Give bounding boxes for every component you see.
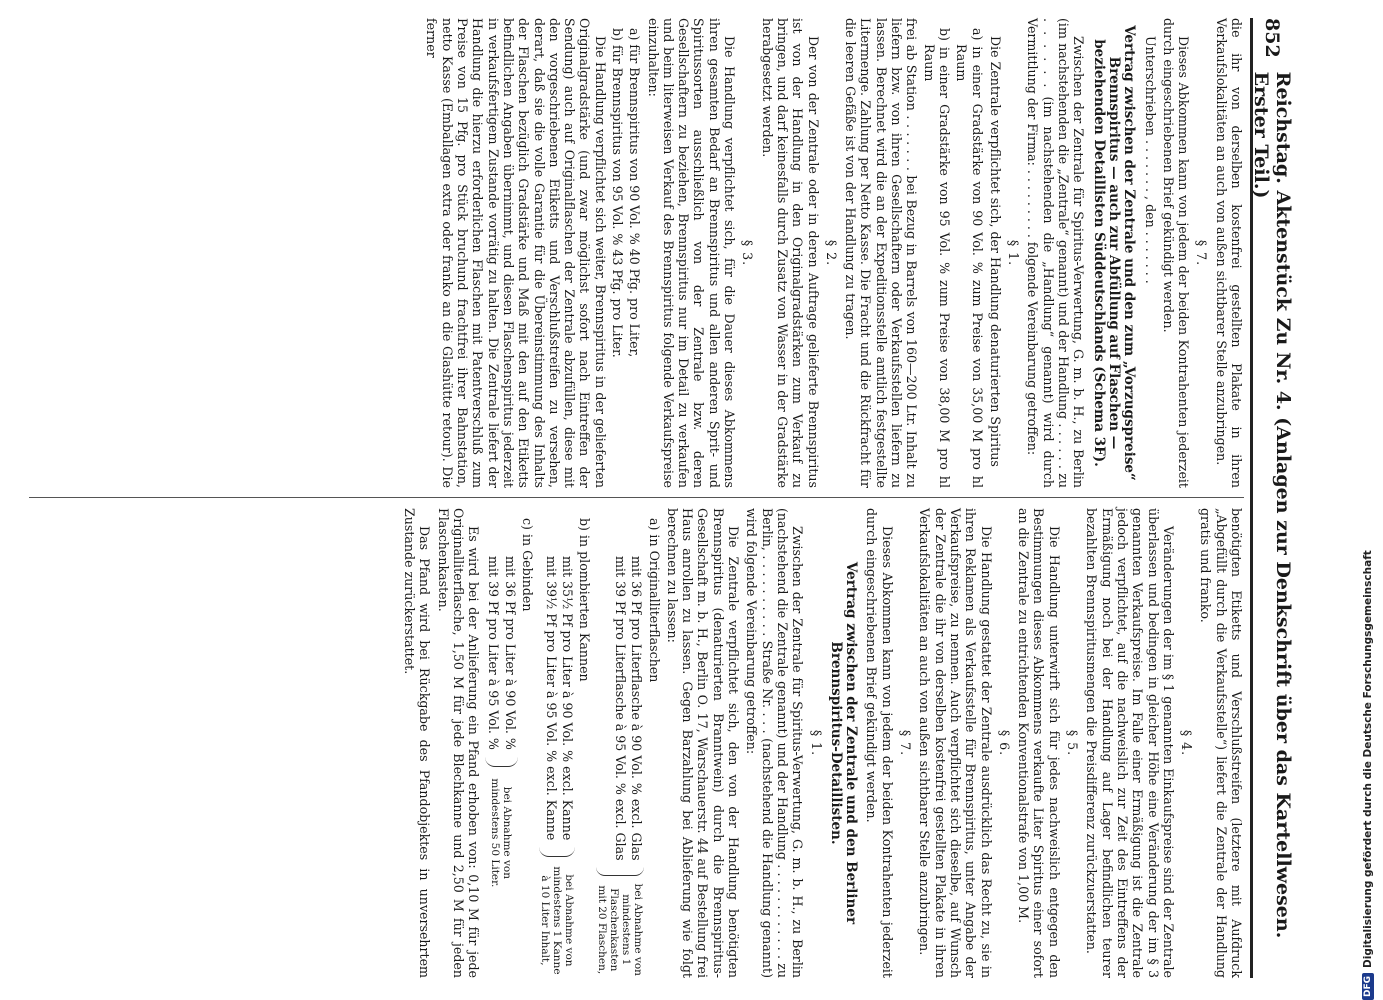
paragraph: Die Handlung unterwirft sich für jedes nachweislich entgegen den Bestimmungen dieses Abkommens verkaufte Liter Spiritus einer sofort an die Zentrale zu entrichtenden Konventionalstrafe von 1,00 M. <box>1016 508 1062 978</box>
price-line: mit 36 Pf pro Literflasche à 90 Vol. % excl. Glas <box>629 556 645 861</box>
left-column <box>421 18 1244 488</box>
running-header <box>1252 18 1292 978</box>
price-line: mit 35½ Pf pro Liter à 90 Vol. % excl. Kanne <box>560 556 576 841</box>
paragraph: Zwischen der Zentrale für Spiritus-Verwertung, G. m. b. H., zu Berlin (nachstehend die Zentrale genannt) und der Handlung . . . . . . . . . . . . zu Berlin, . . . . . . . . . . Straße Nr. . . . (nachstehend die Handlung genannt) wird folgende Vereinbarung getroffen: <box>744 508 806 978</box>
section-heading: § 4. <box>1179 729 1195 757</box>
section-heading: § 5. <box>1065 729 1081 757</box>
price-lines <box>539 508 575 840</box>
section-heading: § 3. <box>740 239 756 267</box>
paragraph: Zwischen der Zentrale für Spiritus-Verwertung, G. m. b. H., zu Berlin (im nachstehenden die „Zentrale“ genannt) und der Handlung . . . . . . zu . . . . . . (im nachstehenden die „Handlung“ genannt) wird durch Vermittlung der Firma: . . . . . . . . . folgende Vereinbarung getroffen: <box>1025 18 1087 488</box>
section-heading: § 6. <box>996 729 1012 757</box>
paragraph: Veränderungen der im § 1 genannten Einkaufspreise sind der Zentrale überlassen und bedingen in gleicher Höhe eine Veränderung der im § 3 genannten Verkaufspreise. Im Falle einer Ermäßigung ist die Zentrale jedoch verpflichtet, auf die nachweislich zur Zeit des Eintreffens der Ermäßigung noch bei der Handlung auf Lager befindlichen teurer bezahlten Brennspiritusmengen die Preisdifferenz zurückzuerstatten. <box>1084 508 1176 979</box>
document-page <box>17 0 1300 1000</box>
list-item: a) in einer Gradstärke von 90 Vol. % zum Preise von 35,00 M pro hl Raum <box>954 28 985 488</box>
price-group-heading: c) in Gebinden <box>520 518 536 612</box>
paragraph: Dieses Abkommen kann von jedem der beiden Kontrahenten jederzeit durch eingeschriebenen Brief gekündigt werden. <box>864 508 895 978</box>
dfg-logo: DFG <box>1362 973 1374 1000</box>
list-item: a) für Brennspiritus von 90 Vol. % 40 Pfg. pro Liter, <box>627 28 643 358</box>
price-line: mit 39 Pf pro Liter à 95 Vol. % <box>486 556 502 750</box>
price-group-heading: b) in plombierten Kannen <box>577 518 593 682</box>
brace <box>596 867 644 876</box>
contract-title: Vertrag zwischen der Zentrale und den zum „Vorzugspreise“ Brennspiritus — auch zur Abfüllung auf Flaschen — beziehenden Detaillisten Süddeutschlands (Schema 3F). <box>1090 25 1138 481</box>
paragraph: frei ab Station . . . . . . . bei Bezug in Barrels von 160—200 Ltr. Inhalt zu liefern bzw. von ihren Gesellschaftern oder Verkaufsstellen liefern zu lassen. Berechnet wird die an der Expeditionsstelle amtlich festgestellte Litermenge. Zahlung per Netto Kasse. Die Fracht und die Rückfracht für die leeren Gefäße ist von der Handlung zu tragen. <box>843 18 920 488</box>
section-heading: § 2. <box>823 239 839 267</box>
paragraph: die ihr von derselben kostenfrei gestellten Plakate in ihren Verkaufslokalitäten an auch von außen sichtbarer Stelle anzubringen. <box>1213 18 1244 488</box>
credit-text: Digitalisierung gefördert durch die Deutsche Forschungsgemeinschaft <box>1362 550 1374 968</box>
price-note: bei Abnahme von mindestens 1 Flaschenkasten mit 20 Flaschen, <box>596 883 645 976</box>
paragraph: Die Zentrale verpflichtet sich, der Handlung denaturierten Spiritus <box>987 36 1003 467</box>
price-note: bei Abnahme von mindestens 50 Liter. <box>489 778 514 888</box>
contract-title: Vertrag zwischen der Zentrale und den Berliner Brennspiritus-Detaillisten. <box>827 561 860 925</box>
price-lines <box>596 508 644 861</box>
section-heading: § 1. <box>1006 239 1022 267</box>
price-group <box>596 508 644 978</box>
digitization-credit <box>1362 10 1374 1000</box>
paragraph: Die Handlung gestattet der Zentrale ausdrücklich das Recht zu, sie in ihren Reklamen als Verkaufsstelle für Brennspiritus, unter Angabe der Verkaufspreise, zu nennen. Auch verpflichtet sich dieselbe, auf Wunsch der Zentrale die ihr von derselben kostenfrei gestellten Plakate in ihren Verkaufslokalitäten an auch von außen sichtbarer Stelle anzubringen. <box>917 508 994 978</box>
paragraph: Der von der Zentrale oder in deren Auftrage gelieferte Brennspiritus ist von der Handlung in den Originalgradstärken zum Verkauf zu bringen, und darf keinesfalls durch Zusatz von Wasser in der Gradstärke herabgesetzt werden. <box>759 18 821 488</box>
price-line: mit 39 Pf pro Literflasche à 95 Vol. % excl. Glas <box>613 556 629 861</box>
right-column <box>399 508 1244 978</box>
paragraph: benötigten Etiketts und Verschlußstreifen (letztere mit Aufdruck „Abgefüllt durch die Verkaufsstelle“) liefert die Zentrale der Handlung gratis und franko. <box>1198 508 1244 978</box>
brace <box>539 846 575 857</box>
price-group-heading: a) in Originalliterflaschen <box>646 518 662 683</box>
running-title: Reichstag. Aktenstück Zu Nr. 4. (Anlagen zur Denkschrift über das Kartellwesen. Erster Teil.) <box>1250 71 1294 939</box>
section-heading: § 1. <box>808 729 824 757</box>
list-item: b) für Brennspiritus von 95 Vol. % 43 Pfg. pro Liter. <box>610 28 626 358</box>
paragraph: Es wird bei der Anlieferung ein Pfand erhoben von: 0,10 M für jede Originalliterflasche, 1,50 M für jede Blechkanne und 2,50 M für jeden Flaschenkasten. <box>435 508 482 978</box>
price-group <box>485 508 518 978</box>
price-lines <box>485 508 518 750</box>
signature-line: Unterschrieben . . . . . . . , den . . . . . . . <box>1142 36 1158 284</box>
header-rule <box>1250 18 1253 978</box>
price-note: bei Abnahme von mindestens 1 Kanne à 10 Liter Inhalt, <box>539 866 576 975</box>
section-heading: § 7. <box>898 729 914 757</box>
brace <box>485 756 518 767</box>
column-divider <box>29 497 1244 498</box>
paragraph: Die Handlung verpflichtet sich weiter, Brennspiritus in der gelieferten Originalgradstärke (und zwar möglichst sofort nach Eintreffen der Sendung) auch auf Originalflaschen der Zentrale abzufüllen, diese mit den vorgeschriebenen Etiketts und Verschlußstreifen zu versehen, derart, daß sie die volle Garantie für die Übereinstimmung des Inhalts der Flaschen bezüglich Gradstärke und Maß mit den auf den Etiketts befindlichen Angaben übernimmt, und diesen Flaschenspiritus jederzeit in verkaufsfertigem Zustande vorrätig zu halten. Die Zentrale liefert der Handlung die hierzu erforderlichen Flaschen mit Patentverschluß zum Preise von 15 Pfg. pro Stück bruchund frachtfrei ihrer Bahnstation, netto Kasse (Emballagen extra oder franko an die Glashütte retour). Die ferner <box>424 18 608 488</box>
paragraph: Dieses Abkommen kann von jedem der beiden Kontrahenten jederzeit durch eingeschriebenen Brief gekündigt werden. <box>1160 18 1192 488</box>
paragraph: Das Pfand wird bei Rückgabe des Pfandobjektes in unversehrtem Zustande zurückerstattet. <box>401 508 433 978</box>
list-item: b) in einer Gradstärke von 95 Vol. % zum Preise von 38,00 M pro hl Raum <box>921 28 952 488</box>
price-group <box>539 508 575 978</box>
section-heading: § 7. <box>1194 239 1210 267</box>
price-line: mit 39½ Pf pro Liter à 95 Vol. % excl. Kanne <box>543 556 559 841</box>
paragraph: Die Handlung verpflichtet sich, für die Dauer dieses Abkommens ihren gesamten Bedarf an Brennspiritus und allen anderen Sprit- und Spiritussorten ausschließlich von der Zentrale bzw. deren Gesellschaftern zu beziehen, Brennspiritus nur im Detail zu verkaufen und beim literweisen Verkauf des Brennspiritus folgende Verkaufspreise einzuhalten: <box>645 18 738 488</box>
price-line: mit 36 Pf pro Liter à 90 Vol. % <box>502 556 518 750</box>
paragraph: Die Zentrale verpflichtet sich, den von der Handlung benötigten Brennspiritus (denaturierten Branntwein) durch die Brennspiritus-Gesellschaft m. b. H., Berlin O. 17, Warschauerstr. 44 auf Bestellung frei Haus anrollen zu lassen. Gegen Barzahlung bei Ablieferung wie folgt berechnen zu lassen: <box>664 508 742 978</box>
page-number: 852 <box>1261 18 1283 58</box>
